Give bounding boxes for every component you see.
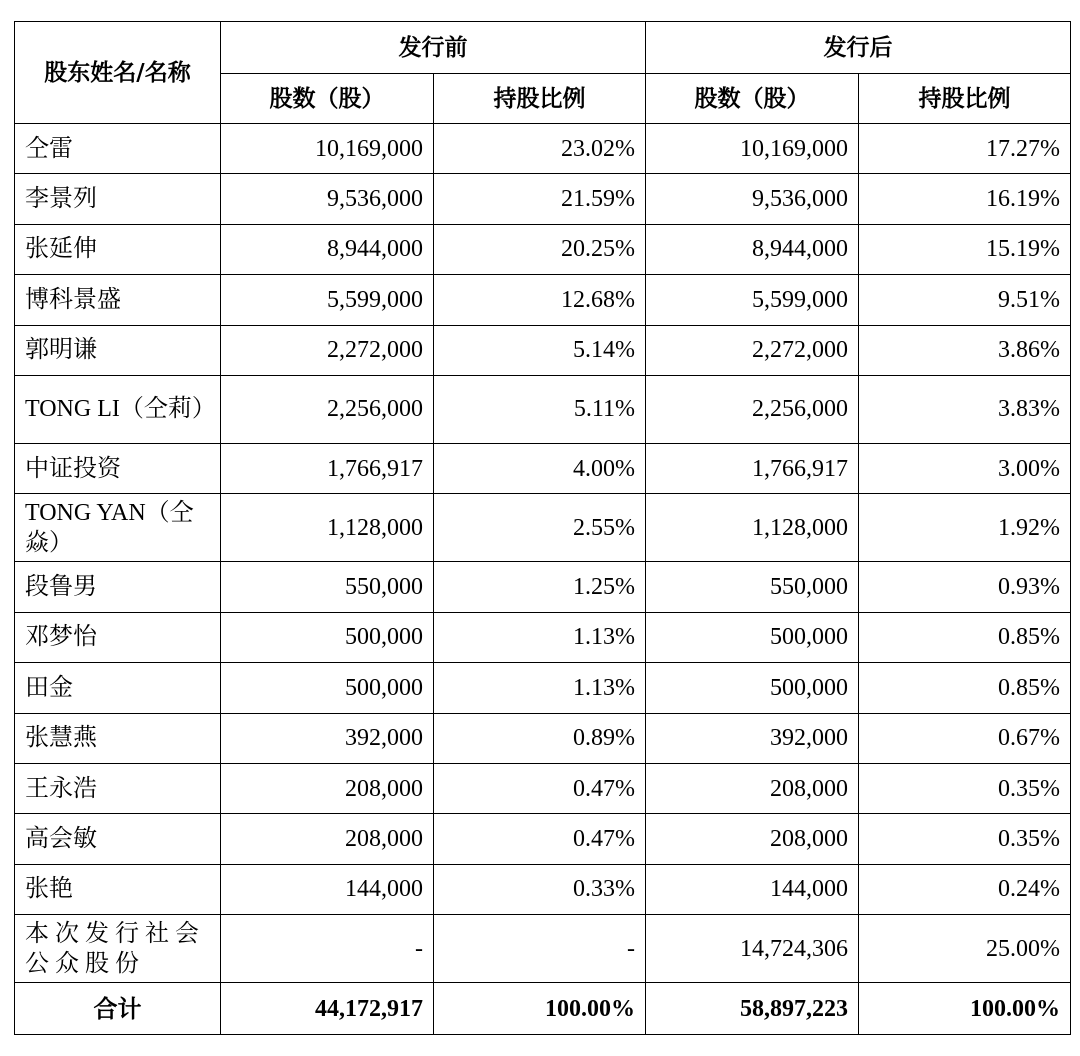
after-ratio: 15.19%	[859, 224, 1071, 274]
shareholder-name: 李景列	[15, 174, 221, 224]
after-ratio: 3.83%	[859, 375, 1071, 443]
shareholder-name: 本次发行社会公众股份	[15, 915, 221, 983]
before-ratio: 23.02%	[434, 124, 646, 174]
before-ratio: 2.55%	[434, 494, 646, 562]
table-row	[15, 124, 1071, 174]
before-ratio: 5.14%	[434, 325, 646, 375]
table-row	[15, 494, 1071, 562]
total-after-ratio: 100.00%	[859, 983, 1071, 1035]
after-ratio: 0.93%	[859, 562, 1071, 612]
before-ratio: 1.25%	[434, 562, 646, 612]
after-shares: 208,000	[646, 814, 859, 864]
after-shares: 10,169,000	[646, 124, 859, 174]
before-shares: 500,000	[221, 612, 434, 662]
after-ratio: 25.00%	[859, 915, 1071, 983]
before-shares: 392,000	[221, 713, 434, 763]
shareholder-name: TONG LI（仝莉）	[15, 375, 221, 443]
total-before-ratio: 100.00%	[434, 983, 646, 1035]
after-ratio: 0.85%	[859, 663, 1071, 713]
before-ratio: 0.33%	[434, 864, 646, 914]
before-shares: 208,000	[221, 763, 434, 813]
after-shares: 9,536,000	[646, 174, 859, 224]
before-shares: 2,272,000	[221, 325, 434, 375]
after-shares: 2,272,000	[646, 325, 859, 375]
total-label: 合计	[15, 983, 221, 1035]
header-before-shares: 股数（股）	[221, 74, 434, 124]
shareholder-name: 王永浩	[15, 763, 221, 813]
table-row	[15, 713, 1071, 763]
after-shares: 1,128,000	[646, 494, 859, 562]
header-after-shares: 股数（股）	[646, 74, 859, 124]
before-shares: 144,000	[221, 864, 434, 914]
table-row	[15, 612, 1071, 662]
before-ratio: 5.11%	[434, 375, 646, 443]
after-shares: 5,599,000	[646, 275, 859, 325]
after-shares: 500,000	[646, 612, 859, 662]
header-before-issuance: 发行前	[221, 22, 646, 74]
before-shares: 550,000	[221, 562, 434, 612]
after-ratio: 0.35%	[859, 814, 1071, 864]
shareholder-name: 博科景盛	[15, 275, 221, 325]
after-shares: 550,000	[646, 562, 859, 612]
before-shares: 500,000	[221, 663, 434, 713]
table-row	[15, 174, 1071, 224]
header-shareholder-name: 股东姓名/名称	[15, 22, 221, 124]
before-ratio: 0.89%	[434, 713, 646, 763]
shareholder-name: 邓梦怡	[15, 612, 221, 662]
before-shares: 8,944,000	[221, 224, 434, 274]
table-row	[15, 915, 1071, 983]
after-ratio: 9.51%	[859, 275, 1071, 325]
after-ratio: 0.67%	[859, 713, 1071, 763]
after-shares: 2,256,000	[646, 375, 859, 443]
after-shares: 14,724,306	[646, 915, 859, 983]
after-shares: 8,944,000	[646, 224, 859, 274]
before-shares: 5,599,000	[221, 275, 434, 325]
shareholder-name: 中证投资	[15, 443, 221, 493]
shareholder-name: 高会敏	[15, 814, 221, 864]
table-row	[15, 814, 1071, 864]
shareholder-name: 段鲁男	[15, 562, 221, 612]
after-shares: 208,000	[646, 763, 859, 813]
table-row	[15, 663, 1071, 713]
before-ratio: 0.47%	[434, 814, 646, 864]
before-ratio: 21.59%	[434, 174, 646, 224]
shareholder-name: 张艳	[15, 864, 221, 914]
table-row	[15, 224, 1071, 274]
shareholder-name: 张延伸	[15, 224, 221, 274]
header-after-ratio: 持股比例	[859, 74, 1071, 124]
after-ratio: 3.86%	[859, 325, 1071, 375]
before-shares: 2,256,000	[221, 375, 434, 443]
before-shares: 1,766,917	[221, 443, 434, 493]
before-shares: 1,128,000	[221, 494, 434, 562]
before-shares: -	[221, 915, 434, 983]
before-ratio: 20.25%	[434, 224, 646, 274]
header-after-issuance: 发行后	[646, 22, 1071, 74]
total-after-shares: 58,897,223	[646, 983, 859, 1035]
before-ratio: 12.68%	[434, 275, 646, 325]
before-ratio: 1.13%	[434, 612, 646, 662]
table-row	[15, 325, 1071, 375]
table-row	[15, 275, 1071, 325]
after-ratio: 0.35%	[859, 763, 1071, 813]
shareholder-name: 田金	[15, 663, 221, 713]
after-shares: 144,000	[646, 864, 859, 914]
shareholder-name: TONG YAN（仝焱）	[15, 494, 221, 562]
table-row	[15, 443, 1071, 493]
after-ratio: 0.24%	[859, 864, 1071, 914]
after-ratio: 3.00%	[859, 443, 1071, 493]
after-ratio: 16.19%	[859, 174, 1071, 224]
before-shares: 9,536,000	[221, 174, 434, 224]
after-ratio: 1.92%	[859, 494, 1071, 562]
table-row	[15, 375, 1071, 443]
before-ratio: 0.47%	[434, 763, 646, 813]
after-shares: 392,000	[646, 713, 859, 763]
after-shares: 500,000	[646, 663, 859, 713]
header-before-ratio: 持股比例	[434, 74, 646, 124]
shareholder-name: 仝雷	[15, 124, 221, 174]
table-row	[15, 562, 1071, 612]
before-ratio: 1.13%	[434, 663, 646, 713]
table-row	[15, 763, 1071, 813]
total-before-shares: 44,172,917	[221, 983, 434, 1035]
shareholder-name: 张慧燕	[15, 713, 221, 763]
before-shares: 208,000	[221, 814, 434, 864]
shareholder-name: 郭明谦	[15, 325, 221, 375]
after-shares: 1,766,917	[646, 443, 859, 493]
table-row	[15, 864, 1071, 914]
after-ratio: 0.85%	[859, 612, 1071, 662]
shareholding-table	[14, 21, 1071, 1035]
before-ratio: 4.00%	[434, 443, 646, 493]
total-row	[15, 983, 1071, 1035]
before-shares: 10,169,000	[221, 124, 434, 174]
after-ratio: 17.27%	[859, 124, 1071, 174]
before-ratio: -	[434, 915, 646, 983]
